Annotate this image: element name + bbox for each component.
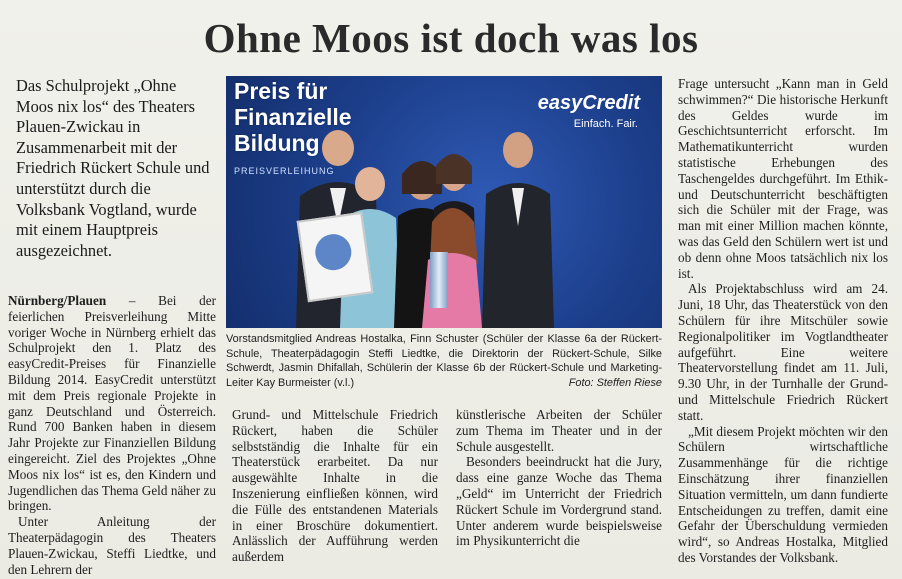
sponsor-logo: easyCredit [537,92,640,114]
banner-subtext: PREISVERLEIHUNG [234,166,335,176]
person-6 [482,132,554,328]
column-4-paragraph-1: Frage untersucht „Kann man in Geld schwimmen?“ Die historische Herkunft des Geldes wurde im Geschichtsunterricht erforscht. Im Mathematikunterricht wurden statistische Erhebungen des Taschengeldes durchgeführt. Im Ethik- und Deutschunterricht beschäftigten sich die Schüler mit der Frage, was man mit einer Million machen könnte, was das Geld den Schülern wert ist und ob denn ohne Moos tatsächlich nix los ist. [678,76,888,281]
award-trophy [430,252,448,308]
award-certificate [297,212,374,302]
column-1-paragraph-2: Unter Anleitung der Theaterpädagogin des Theaters Plauen-Zwickau, Steffi Liedtke, und den Lehrern der [8,514,216,577]
photo-credit: Foto: Steffen Riese [568,376,662,389]
award-photo [226,76,662,328]
banner-text: Preis für Finanzielle Bildung [234,78,352,156]
column-3-paragraph-1: künstlerische Arbeiten der Schüler zum Thema im Theater und in der Schule ausgestellt. [456,407,662,454]
column-4-paragraph-2: Als Projektabschluss wird am 24. Juni, 18 Uhr, das Theaterstück von den Schülern für ihre Mitschüler sowie Regionalpolitiker im Vogtlandtheater aufgeführt. Eine weitere Theatervorstellung findet am 11. Juli, 9.30 Uhr, in der Turnhalle der Grund- und Mittelschule Friedrich Rückert statt. [678,281,888,423]
dateline: Nürnberg/Plauen [8,293,107,308]
column-3-paragraph-2: Besonders beeindruckt hat die Jury, dass eine ganze Woche das Thema „Geld“ im Unterricht der Friedrich Rückert Schule im Vordergrund stand. Unter anderem wurde beispielsweise im Physikunterricht die [456,454,662,549]
column-1 [8,293,216,577]
column-1-paragraph-1: Nürnberg/Plauen – Bei der feierlichen Preisverleihung Mitte voriger Woche in Nürnberg erhielt das Schulprojekt den 1. Platz des easyCredit-Preises für Finanzielle Bildung 2014. EasyCredit unterstützt mit dem Preis regionale Projekte in ganz Deutschland und Österreich. Rund 700 Banken haben in diesem Jahr Projekte zur Finanziellen Bildung eingereicht. Ziel des Projektes „Ohne Moos nix los“ ist es, den Kindern und Jugendlichen das Thema Geld näher zu bringen. [8,293,216,514]
lead-paragraph: Das Schulprojekt „Ohne Moos nix los“ des Theaters Plauen-Zwickau in Zusammenarbeit mit der Friedrich Rückert Schule und unterstützt durch die Volksbank Vogtland, wurde mit einem Hauptpreis ausgezeichnet. [16,76,210,260]
column-2 [232,407,438,565]
column-4 [678,76,888,566]
column-2-paragraph-1: Grund- und Mittelschule Friedrich Rückert, haben die Schüler selbstständig die Inhalte für ein Theaterstück erarbeitet. Da nur ausgewählte Inhalte in die Inszenierung einfließen können, wird die Fülle des entstandenen Materials in einer Broschüre dokumentiert. Anlässlich der Aufführung werden außerdem [232,407,438,565]
column-3 [456,407,662,549]
headline: Ohne Moos ist doch was los [203,15,699,61]
caption-text: Vorstandsmitglied Andreas Hostalka, Finn Schuster (Schüler der Klasse 6a der Rückert-Schule, Theaterpädagogin Steffi Liedtke, die Direktorin der Rückert-Schule, Silke Schwerdt, Jasmin Dhifallah, Schülerin der Klasse 6b der Rückert-Schule und Marketing-Leiter Kay Burmeister (v.l.) [226,333,662,389]
photo-caption [226,332,662,390]
column-4-paragraph-3: „Mit diesem Projekt möchten wir den Schülern wirtschaftliche Zusammenhänge für die richtige Einschätzung ihrer finanziellen Situation vermitteln, um dann fundierte Entscheidungen zu treffen, damit eine Gefahr der Überschuldung vermieden wird“, so Andreas Hostalka, Mitglied des Vorstandes der Volksbank. [678,423,888,565]
sponsor-tagline: Einfach. Fair. [573,118,638,130]
